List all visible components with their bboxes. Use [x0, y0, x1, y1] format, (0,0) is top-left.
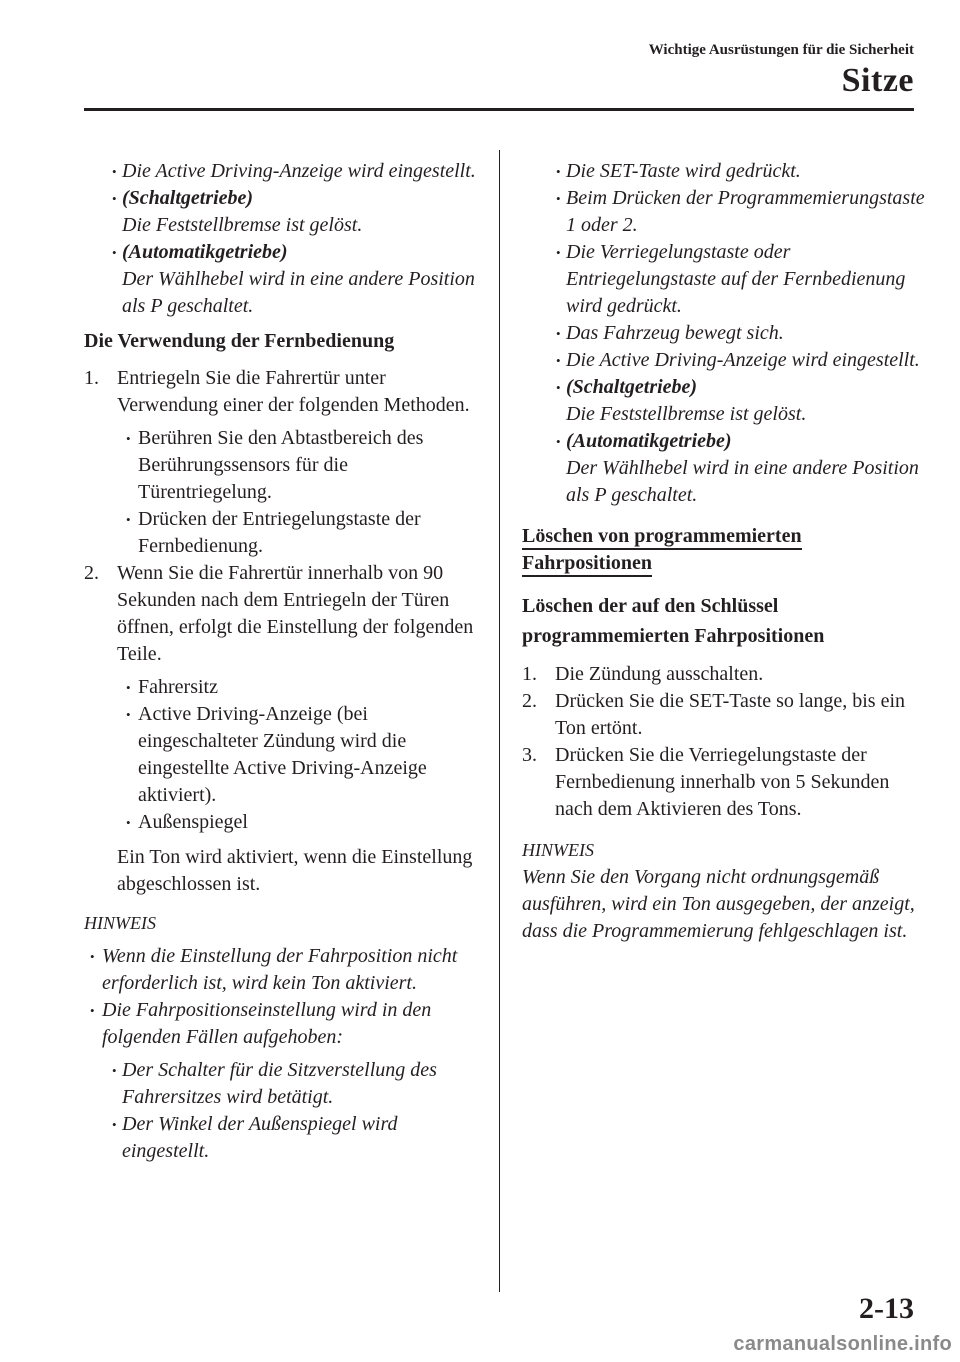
list-item: • Die Verriegelungstaste oder Entriegelungstaste auf der Fernbedienung wird gedrückt. — [522, 239, 932, 320]
step-item: 2. Drücken Sie die SET-Taste so lange, bis ein Ton ertönt. — [522, 690, 906, 739]
list-item: • (Automatikgetriebe) Der Wählhebel wird in eine andere Position als P geschaltet. — [522, 428, 932, 509]
note-item: • Wenn die Einstellung der Fahrposition nicht erforderlich ist, wird kein Ton aktiviert. — [84, 943, 484, 997]
step-item: 1. Entriegeln Sie die Fahrertür unter Verwendung einer der folgenden Methoden. — [84, 367, 470, 416]
list-item: • Außenspiegel — [84, 809, 484, 836]
watermark: carmanualsonline.info — [733, 1333, 952, 1355]
list-item: • (Schaltgetriebe) Die Feststellbremse ist gelöst. — [84, 185, 484, 239]
column-divider — [499, 150, 500, 1292]
list-item: • Berühren Sie den Abtastbereich des Berührungssensors für die Türentriegelung. — [84, 425, 484, 506]
note-text: Wenn Sie den Vorgang nicht ordnungsgemäß ausführen, wird ein Ton ausgegeben, der anzeigt, dass die Programmemierung fehlgeschlagen ist. — [522, 866, 915, 942]
step-item: 1. Die Zündung ausschalten. — [522, 663, 764, 685]
step-item: 2. Wenn Sie die Fahrertür innerhalb von 90 Sekunden nach dem Entriegeln der Türen öffnen, erfolgt die Einstellung der folgenden Teile. — [84, 562, 474, 665]
page-title: Sitze — [841, 62, 914, 99]
list-item: • (Automatikgetriebe) Der Wählhebel wird in eine andere Position als P geschaltet. — [84, 239, 484, 320]
section-heading: Löschen von programmemierten Fahrpositionen — [522, 523, 932, 577]
list-item: • Die Active Driving-Anzeige wird eingestellt. — [84, 158, 484, 185]
left-column — [84, 158, 484, 1165]
list-item: • Fahrersitz — [84, 674, 484, 701]
section-title: Wichtige Ausrüstungen für die Sicherheit — [648, 42, 914, 58]
header-rule — [84, 108, 914, 111]
list-item: • Beim Drücken der Programmemierungstaste 1 oder 2. — [522, 185, 932, 239]
list-item: • Die SET-Taste wird gedrückt. — [522, 158, 932, 185]
sub-heading: Löschen der auf den Schlüssel programmemierten Fahrpositionen — [522, 595, 825, 647]
page-number: 2-13 — [859, 1292, 914, 1325]
list-item: • (Schaltgetriebe) Die Feststellbremse ist gelöst. — [522, 374, 932, 428]
note-item: • Die Fahrpositionseinstellung wird in den folgenden Fällen aufgehoben: — [84, 997, 484, 1051]
step-item: 3. Drücken Sie die Verriegelungstaste der Fernbedienung innerhalb von 5 Sekunden nach dem Aktivieren des Tons. — [522, 744, 890, 820]
note-label: HINWEIS — [522, 840, 594, 860]
note-subitem: • Der Winkel der Außenspiegel wird eingestellt. — [84, 1111, 484, 1165]
list-item: • Active Driving-Anzeige (bei eingeschalteter Zündung wird die eingestellte Active Driving-Anzeige aktiviert). — [84, 701, 484, 809]
note-subitem: • Der Schalter für die Sitzverstellung des Fahrersitzes wird betätigt. — [84, 1057, 484, 1111]
list-item: • Das Fahrzeug bewegt sich. — [522, 320, 932, 347]
list-item: • Drücken der Entriegelungstaste der Fernbedienung. — [84, 506, 484, 560]
paragraph: Ein Ton wird aktiviert, wenn die Einstellung abgeschlossen ist. — [117, 846, 473, 895]
list-item: • Die Active Driving-Anzeige wird eingestellt. — [522, 347, 932, 374]
section-heading: Die Verwendung der Fernbedienung — [84, 330, 395, 352]
right-column — [522, 158, 932, 945]
note-label: HINWEIS — [84, 913, 156, 933]
